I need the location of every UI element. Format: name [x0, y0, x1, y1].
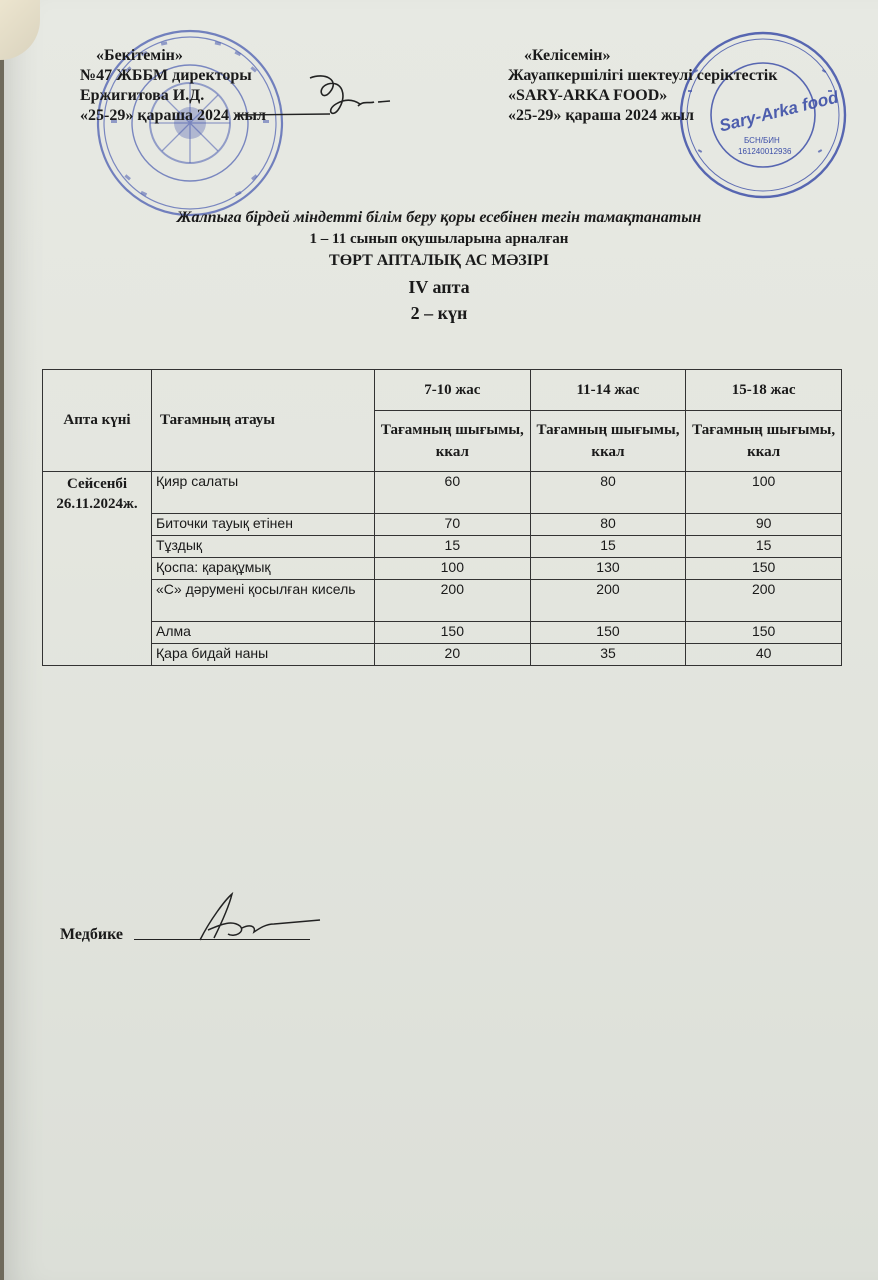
approval-left-line4: «25-29» қараша 2024 жыл [80, 107, 267, 124]
value-15-18: 15 [686, 536, 842, 558]
stamp-bin-label: БСН/БИН [744, 136, 780, 145]
dish-name: Қара бидай наны [152, 644, 375, 666]
value-11-14: 80 [530, 472, 686, 514]
title-week: IV апта [408, 277, 470, 297]
title-line3: ТӨРТ АПТАЛЫҚ АС МӘЗІРІ [329, 252, 549, 269]
value-7-10: 60 [375, 472, 531, 514]
header-dish: Тағамның атауы [152, 370, 375, 472]
value-11-14: 35 [530, 644, 686, 666]
day-cell [43, 472, 152, 666]
title-line2: 1 – 11 сынып оқушыларына арналған [309, 231, 569, 247]
value-7-10: 70 [375, 514, 531, 536]
header-age-11-14: 11-14 жас [530, 370, 686, 411]
dish-name: Алма [152, 622, 375, 644]
approval-left-line2: №47 ЖББМ директоры [80, 67, 252, 84]
value-11-14: 15 [530, 536, 686, 558]
approval-right-line4: «25-29» қараша 2024 жыл [508, 107, 695, 124]
value-7-10: 20 [375, 644, 531, 666]
nurse-label: Медбике [60, 926, 124, 943]
header-age-15-18: 15-18 жас [686, 370, 842, 411]
approval-right-line1: «Келісемін» [524, 47, 611, 64]
approval-right-line2: Жауапкершілігі шектеулі серіктестік [508, 67, 778, 84]
value-11-14: 130 [530, 558, 686, 580]
value-11-14: 200 [530, 580, 686, 622]
day-date: 26.11.2024ж. [56, 496, 138, 512]
approval-right-block [508, 46, 777, 126]
value-11-14: 150 [530, 622, 686, 644]
dish-name: Қияр салаты [152, 472, 375, 514]
nurse-signature [170, 890, 330, 950]
stamp-bin-number: 161240012936 [738, 147, 792, 156]
value-15-18: 200 [686, 580, 842, 622]
stamp-brand-text: Sary-Arka food [717, 87, 841, 136]
approval-left-line1: «Бекітемін» [96, 47, 183, 64]
value-7-10: 15 [375, 536, 531, 558]
value-15-18: 150 [686, 622, 842, 644]
dish-name: Тұздық [152, 536, 375, 558]
subheader-yield-2: Тағамның шығымы, ккал [530, 411, 686, 472]
subheader-yield-1: Тағамның шығымы, ккал [375, 411, 531, 472]
subheader-yield-3: Тағамның шығымы, ккал [686, 411, 842, 472]
value-7-10: 150 [375, 622, 531, 644]
value-15-18: 90 [686, 514, 842, 536]
title-line1: Жалпыға бірдей міндетті білім беру қоры есебінен тегін тамақтанатын [176, 209, 702, 226]
document-title-block [0, 208, 878, 326]
menu-table [42, 369, 842, 666]
header-age-7-10: 7-10 жас [375, 370, 531, 411]
dish-name: Биточки тауық етінен [152, 514, 375, 536]
dish-name: «С» дәрумені қосылған кисель [152, 580, 375, 622]
director-signature [230, 70, 400, 130]
value-7-10: 100 [375, 558, 531, 580]
header-day: Апта күні [43, 370, 152, 472]
value-15-18: 150 [686, 558, 842, 580]
value-7-10: 200 [375, 580, 531, 622]
approval-left-line3: Ержигитова И.Д. [80, 87, 205, 104]
value-15-18: 40 [686, 644, 842, 666]
value-11-14: 80 [530, 514, 686, 536]
day-name: Сейсенбі [66, 476, 128, 492]
value-15-18: 100 [686, 472, 842, 514]
dish-name: Қоспа: қарақұмық [152, 558, 375, 580]
title-day: 2 – күн [410, 303, 468, 323]
approval-right-line3: «SARY-ARKA FOOD» [508, 87, 668, 104]
